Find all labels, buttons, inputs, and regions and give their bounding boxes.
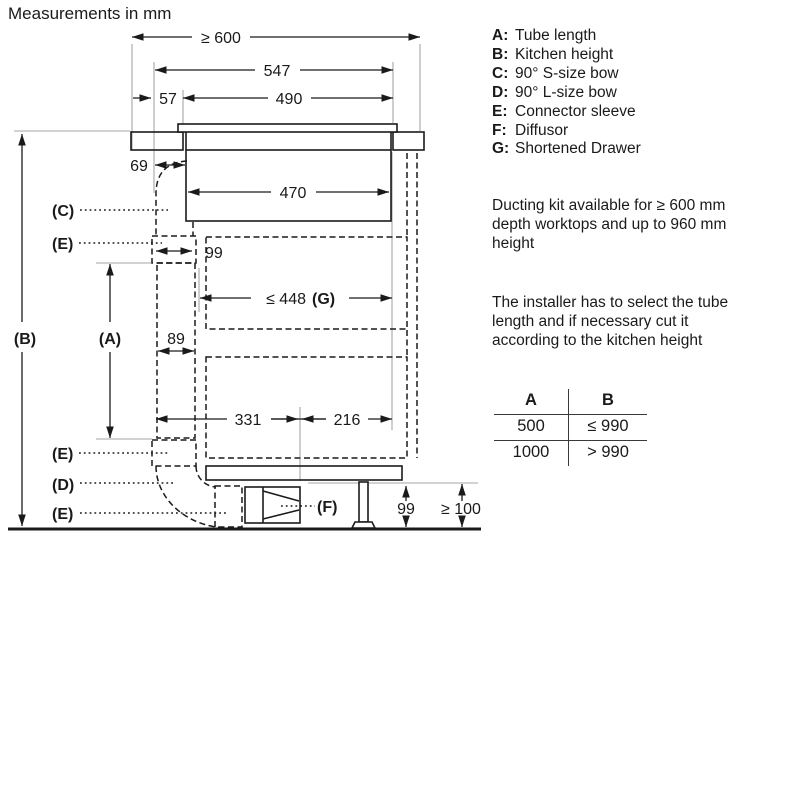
dim-outer-width: 547 (263, 63, 291, 80)
label-d: (D) (52, 477, 75, 494)
label-b: (B) (13, 331, 37, 348)
legend-item-b: B: Kitchen height (492, 45, 614, 63)
dim-clearance: ≥ 100 (441, 501, 481, 518)
label-e-bottom: (E) (52, 506, 74, 523)
dimension-lines (22, 37, 462, 527)
dim-duct-width: 99 (205, 245, 223, 262)
worktop-right-section (393, 132, 424, 150)
connector-sleeve-mid (152, 440, 196, 466)
diffusor (245, 487, 300, 523)
dim-bottom-height: 99 (397, 501, 415, 518)
dim-left-gap: 69 (130, 158, 148, 175)
dim-drawer: ≤ 448 (266, 291, 306, 308)
installation-diagram (0, 0, 490, 545)
page-title: Measurements in mm (8, 4, 172, 23)
note-ducting-kit: Ducting kit available for ≥ 600 mm depth worktops and up to 960 mm height (492, 197, 727, 252)
label-f: (F) (317, 499, 338, 516)
legend-item-c: C: 90° S-size bow (492, 64, 619, 82)
s-bow-outline (156, 161, 187, 236)
table-row: 500 ≤ 990 (494, 415, 647, 441)
worktop-left-section (131, 132, 183, 150)
dim-drawer-key: (G) (312, 291, 336, 308)
tube-length-table (494, 389, 647, 466)
legend-item-g: G: Shortened Drawer (492, 140, 641, 158)
label-a: (A) (98, 331, 122, 348)
dim-depth: ≥ 600 (201, 30, 241, 47)
table-header-b: B (602, 391, 614, 409)
note-installer: The installer has to select the tube length and if necessary cut it according to the kitchen height (492, 294, 729, 349)
dim-offset: 57 (159, 91, 177, 108)
table-header-a: A (494, 389, 569, 414)
legend-item-f: F: Diffusor (492, 121, 569, 139)
legend-item-e: E: Connector sleeve (492, 102, 636, 120)
table-row: 1000 > 990 (494, 441, 647, 466)
connector-sleeve-top (152, 236, 196, 263)
dim-tube-width: 89 (167, 331, 185, 348)
l-bow-outer (156, 466, 230, 528)
label-e-top: (E) (52, 236, 74, 253)
label-e-mid: (E) (52, 446, 74, 463)
parts-legend (492, 27, 641, 159)
legend-item-d: D: 90° L-size bow (492, 83, 617, 101)
dim-hob-width: 470 (279, 185, 307, 202)
label-c: (C) (52, 203, 75, 220)
shortened-drawer-box (206, 237, 407, 329)
table-header-row (494, 389, 647, 415)
dim-front: 216 (333, 412, 361, 429)
legend-item-a: A: Tube length (492, 27, 597, 44)
dim-back: 331 (234, 412, 262, 429)
hob-body (178, 124, 397, 221)
cabinet-leg (352, 482, 375, 528)
label-leaders (79, 210, 315, 513)
text-backgrounds (192, 27, 368, 428)
cabinet-bottom-shelf (206, 466, 402, 480)
dim-cutout: 490 (275, 91, 303, 108)
hob-top-plate (178, 124, 397, 132)
lower-drawer-box (206, 357, 407, 458)
connector-sleeve-bottom (215, 486, 242, 527)
